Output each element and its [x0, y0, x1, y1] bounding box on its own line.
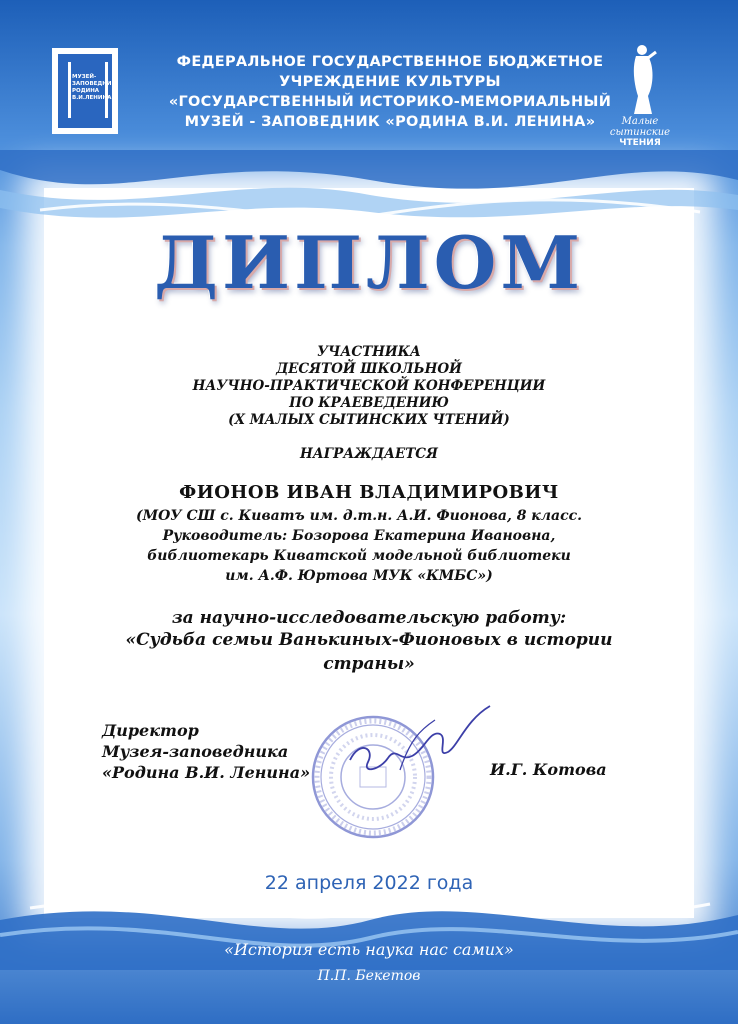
work-intro: за научно-исследовательскую работу:	[171, 608, 567, 628]
statue-icon	[628, 44, 658, 116]
institution-header	[160, 52, 620, 132]
header-line: «ГОСУДАРСТВЕННЫЙ ИСТОРИКО-МЕМОРИАЛЬНЫЙ	[168, 94, 612, 110]
header-line: ФЕДЕРАЛЬНОЕ ГОСУДАРСТВЕННОЕ БЮДЖЕТНОЕ	[176, 54, 604, 70]
recipient-details: (МОУ СШ с. Киватъ им. д.т.н. А.И. Фионова, 8 класс. Руководитель: Бозорова Екатерина Ивановна, библиотекарь Киватской модельной библиотеки им. А.Ф. Юртова МУК «КМБС»)	[135, 508, 583, 584]
quote-text: «История есть наука нас самих»	[224, 940, 514, 959]
emblem-subtitle: ЧТЕНИЯ	[619, 138, 661, 148]
director-title: Директор Музея-заповедника «Родина В.И. Ленина»	[102, 721, 311, 782]
recipient-name: ФИОНОВ ИВАН ВЛАДИМИРОВИЧ	[179, 482, 559, 503]
work-title: «Судьба семьи Ванькиных-Фионовых в истории страны»	[125, 630, 613, 674]
signature-icon	[340, 700, 500, 790]
quote-author: П.П. Бекетов	[317, 968, 421, 984]
header-line: УЧРЕЖДЕНИЕ КУЛЬТУРЫ	[279, 74, 501, 90]
readings-emblem	[600, 44, 680, 149]
emblem-title: Малые сытинские	[609, 116, 671, 138]
awarded-label: НАГРАЖДАЕТСЯ	[300, 446, 438, 462]
signer-name: И.Г. Котова	[490, 760, 607, 779]
award-description: УЧАСТНИКА ДЕСЯТОЙ ШКОЛЬНОЙ НАУЧНО-ПРАКТИЧЕСКОЙ КОНФЕРЕНЦИИ ПО КРАЕВЕДЕНИЮ (X МАЛЫХ СЫТИНСКИХ ЧТЕНИЙ)	[192, 344, 546, 428]
museum-logo	[52, 48, 118, 134]
issue-date: 22 апреля 2022 года	[264, 872, 474, 894]
diploma-title: ДИПЛОМ	[153, 220, 585, 305]
header-line: МУЗЕЙ - ЗАПОВЕДНИК «РОДИНА В.И. ЛЕНИНА»	[184, 114, 596, 130]
logo-text: МУЗЕЙ- ЗАПОВЕДНИК РОДИНА В.И.ЛЕНИНА	[72, 74, 116, 101]
top-wave-decoration	[0, 150, 738, 230]
